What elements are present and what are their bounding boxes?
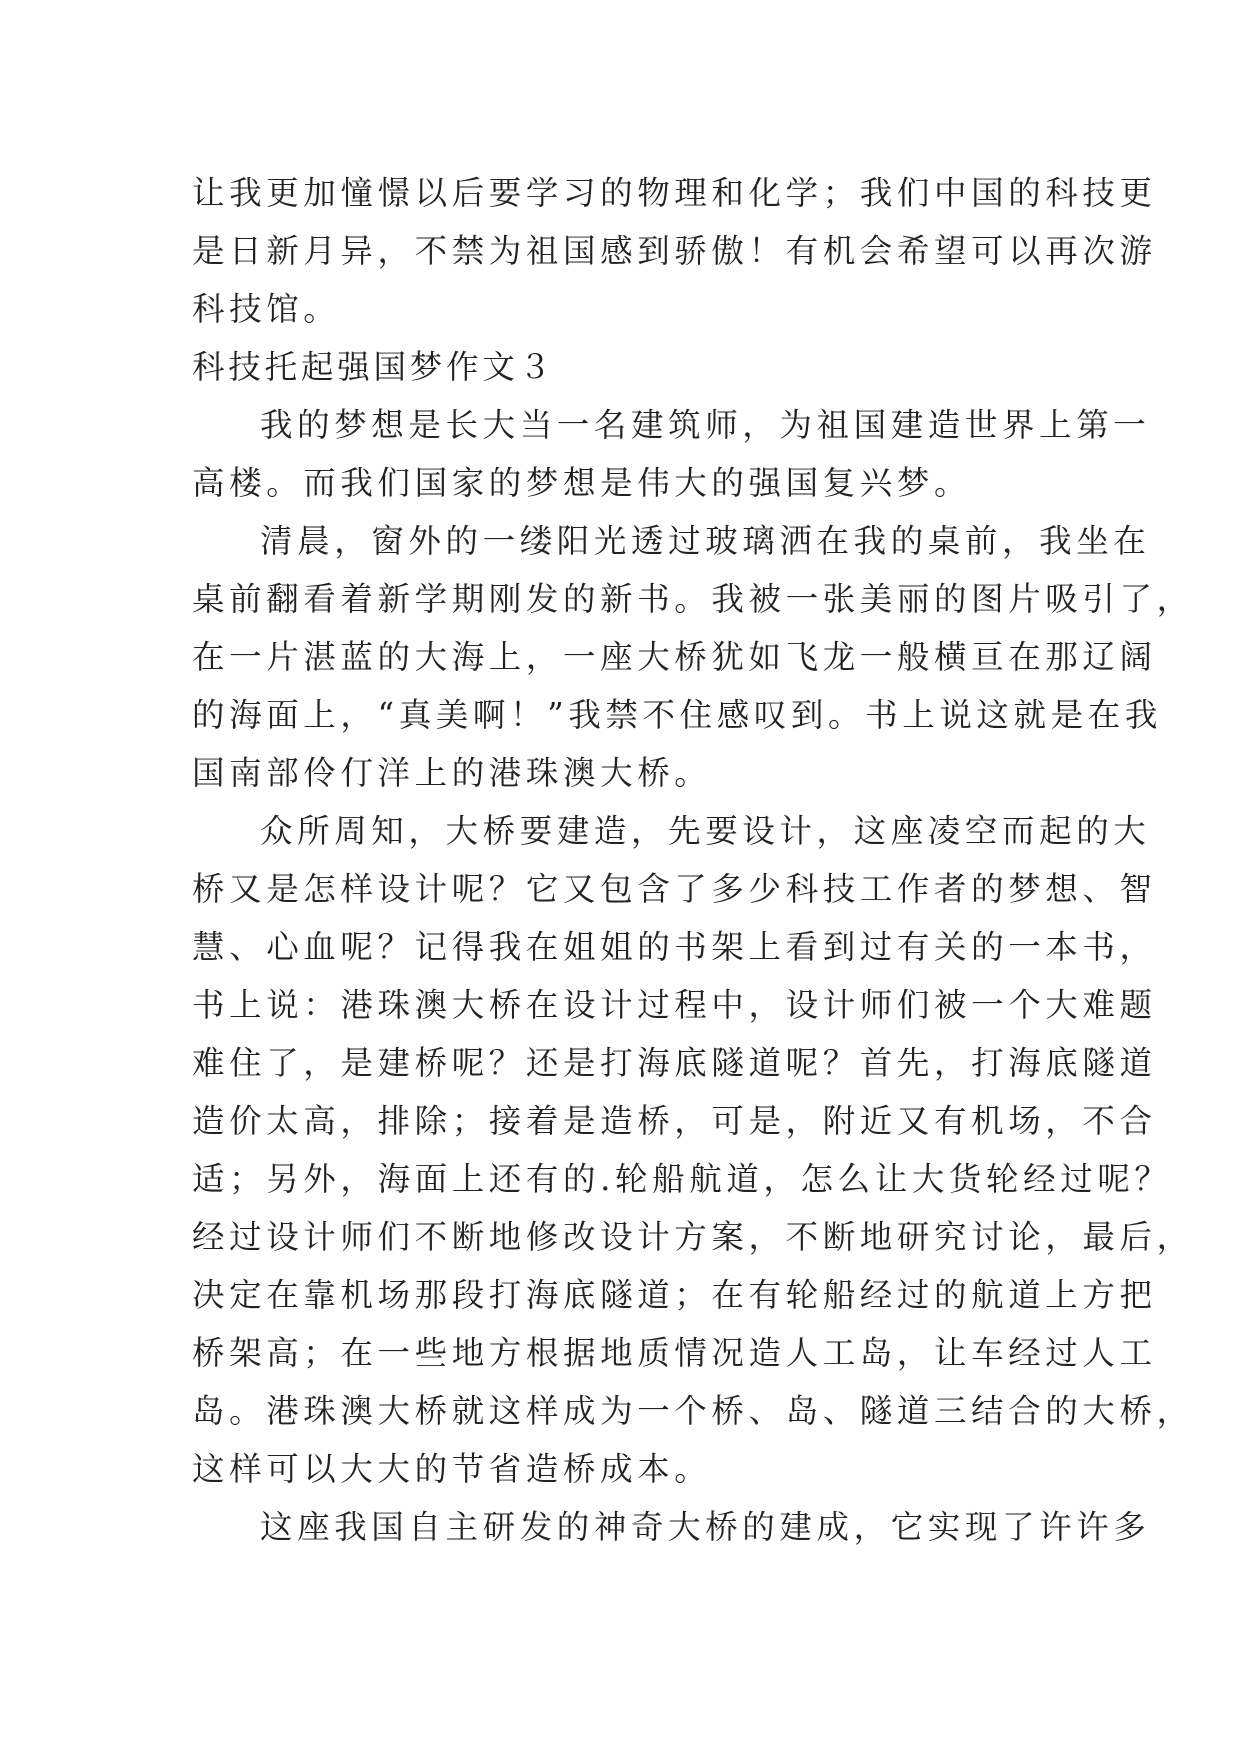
- text-line: 国南部伶仃洋上的港珠澳大桥。: [192, 754, 712, 792]
- text-line: 科技馆。: [192, 290, 341, 328]
- text-line: 桌前翻看着新学期刚发的新书。我被一张美丽的图片吸引了，: [192, 580, 1194, 618]
- text-line: 在一片湛蓝的大海上，一座大桥犹如飞龙一般横亘在那辽阔: [192, 638, 1157, 676]
- text-line: 决定在靠机场那段打海底隧道；在有轮船经过的航道上方把: [192, 1276, 1157, 1314]
- text-line: 岛。港珠澳大桥就这样成为一个桥、岛、隧道三结合的大桥，: [192, 1392, 1194, 1430]
- text-line: 经过设计师们不断地修改设计方案，不断地研究讨论，最后，: [192, 1218, 1194, 1256]
- text-line: 的海面上，“真美啊！”我禁不住感叹到。书上说这就是在我: [192, 696, 1162, 734]
- text-line: 这样可以大大的节省造桥成本。: [192, 1450, 712, 1488]
- text-line: 桥又是怎样设计呢？它又包含了多少科技工作者的梦想、智: [192, 870, 1157, 908]
- paragraph-first-line: 众所周知，大桥要建造，先要设计，这座凌空而起的大: [260, 812, 1151, 850]
- text-line: 是日新月异，不禁为祖国感到骄傲！有机会希望可以再次游: [192, 232, 1157, 270]
- text-line: 造价太高，排除；接着是造桥，可是，附近又有机场，不合: [192, 1102, 1157, 1140]
- text-line: 适；另外，海面上还有的.轮船航道，怎么让大货轮经过呢？: [192, 1160, 1172, 1198]
- text-line: 桥架高；在一些地方根据地质情况造人工岛，让车经过人工: [192, 1334, 1157, 1372]
- body-text: [192, 164, 1194, 1556]
- text-line: 难住了，是建桥呢？还是打海底隧道呢？首先，打海底隧道: [192, 1044, 1157, 1082]
- text-line: 慧、心血呢？记得我在姐姐的书架上看到过有关的一本书，: [192, 928, 1157, 966]
- text-line: 书上说：港珠澳大桥在设计过程中，设计师们被一个大难题: [192, 986, 1157, 1024]
- section-title: 科技托起强国梦作文３: [192, 348, 556, 386]
- paragraph-first-line: 我的梦想是长大当一名建筑师，为祖国建造世界上第一: [260, 406, 1151, 444]
- text-line: 让我更加憧憬以后要学习的物理和化学；我们中国的科技更: [192, 174, 1157, 212]
- paragraph-first-line: 这座我国自主研发的神奇大桥的建成，它实现了许许多: [260, 1508, 1151, 1546]
- text-line: 高楼。而我们国家的梦想是伟大的强国复兴梦。: [192, 464, 972, 502]
- paragraph-first-line: 清晨，窗外的一缕阳光透过玻璃洒在我的桌前，我坐在: [260, 522, 1151, 560]
